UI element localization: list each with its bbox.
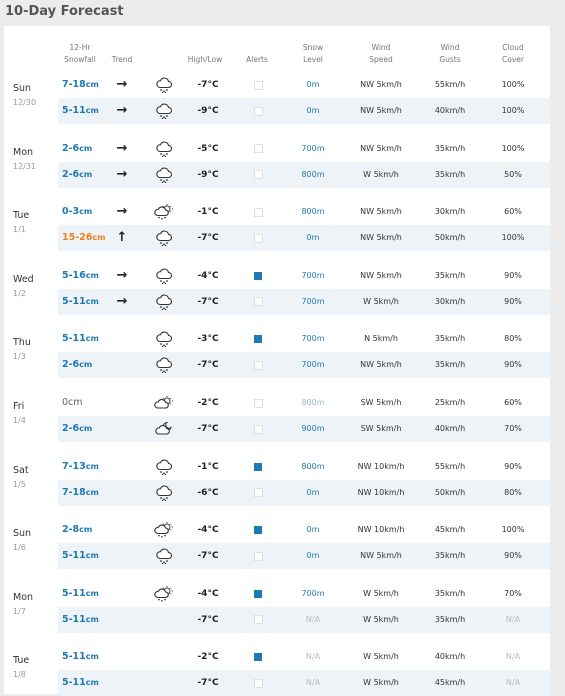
snowfall-range: 15-26	[62, 232, 93, 244]
weather-snow-icon	[154, 454, 174, 480]
snowfall-value	[62, 225, 105, 251]
snowfall-unit: cm	[79, 143, 93, 153]
temperature: -7°C	[197, 678, 219, 689]
snowfall-range: 5-11	[62, 651, 86, 663]
temperature: -9°C	[197, 169, 219, 180]
snowfall-range: 5-11	[62, 105, 86, 116]
snowfall-range: 2-6	[62, 359, 80, 371]
wind-gusts: 40km/h	[434, 652, 466, 662]
wind-speed: NW 5km/h	[360, 360, 402, 370]
snowfall-range: 7-18	[62, 486, 86, 498]
weather-snow-icon	[154, 225, 174, 251]
alert-marker	[254, 463, 262, 471]
day-date: 1/3	[13, 352, 26, 362]
snowfall-unit: cm	[85, 614, 99, 624]
day-label: Fri	[13, 401, 25, 412]
snowfall-range: 2-6	[62, 142, 80, 154]
wind-speed: NW 5km/h	[360, 233, 402, 243]
snow-level: 700m	[301, 296, 325, 306]
snow-level: 0m	[306, 233, 320, 243]
snowfall-unit: cm	[85, 461, 99, 471]
snowfall-value	[62, 390, 83, 416]
header-high-low: High/Low	[187, 55, 223, 64]
alert-checkbox[interactable]	[253, 136, 263, 162]
snowfall-value	[62, 543, 99, 569]
weather-snow-icon	[154, 98, 174, 124]
wind-speed: NW 5km/h	[360, 106, 402, 115]
forecast-row	[58, 454, 550, 480]
day-date: 1/7	[13, 606, 26, 616]
forecast-row	[58, 517, 550, 543]
weather-snow-icon	[154, 136, 174, 162]
alert-marker	[254, 526, 262, 534]
snowfall-range: 5-11	[62, 295, 86, 307]
wind-gusts: 35km/h	[434, 334, 466, 344]
alert-checkbox[interactable]	[253, 162, 263, 188]
alert-checkbox[interactable]	[253, 670, 263, 696]
forecast-row	[58, 263, 550, 289]
forecast-row	[58, 136, 550, 162]
header-alerts: Alerts	[246, 55, 268, 64]
snowfall-unit: cm	[85, 270, 99, 280]
wind-gusts: 55km/h	[434, 80, 466, 89]
weather-moon-cloud-icon	[154, 416, 174, 442]
temperature: -9°C	[197, 106, 219, 116]
snowfall-value	[62, 199, 92, 225]
forecast-row	[58, 289, 550, 315]
weather-snow-icon	[154, 352, 174, 378]
wind-speed: NW 10km/h	[357, 487, 405, 497]
alert-box	[254, 144, 263, 153]
snow-level: 0m	[306, 80, 320, 89]
snow-level: 800m	[301, 461, 325, 471]
snowfall-unit: cm	[85, 296, 99, 306]
wind-speed: W 5km/h	[363, 588, 399, 598]
alert-checkbox[interactable]	[253, 352, 263, 378]
cloud-cover: 90%	[504, 461, 522, 471]
wind-speed: W 5km/h	[363, 169, 399, 179]
wind-speed: N 5km/h	[364, 334, 398, 344]
wind-gusts: 30km/h	[434, 207, 466, 217]
alert-box	[254, 679, 263, 688]
trend-arrow-right-icon: →	[116, 204, 128, 220]
snowfall-range: 7-13	[62, 460, 86, 472]
wind-speed: SW 5km/h	[360, 424, 402, 433]
temperature: -1°C	[197, 461, 219, 472]
day-label: Thu	[13, 337, 31, 349]
alert-box	[254, 361, 263, 370]
weather-snow-icon	[154, 162, 174, 188]
weather-snow-icon	[154, 543, 174, 569]
snow-level: 900m	[301, 424, 325, 433]
cloud-cover: 50%	[504, 169, 522, 179]
snow-level: 800m	[301, 169, 325, 179]
snow-level: 700m	[301, 588, 325, 598]
snow-level: N/A	[305, 678, 321, 688]
wind-gusts: 50km/h	[434, 233, 466, 243]
temperature: -2°C	[197, 398, 219, 408]
wind-gusts: 45km/h	[434, 678, 466, 688]
alert-checkbox[interactable]	[253, 289, 263, 315]
alert-box	[254, 208, 263, 217]
snowfall-range: 5-11	[62, 613, 86, 625]
forecast-row	[58, 644, 550, 670]
temperature: -6°C	[197, 487, 219, 498]
alert-indicator[interactable]	[253, 263, 263, 289]
cloud-cover: 60%	[504, 207, 522, 217]
alert-indicator[interactable]	[253, 454, 263, 480]
snowfall-value	[62, 263, 99, 289]
alert-checkbox[interactable]	[253, 72, 263, 98]
cloud-cover: 70%	[504, 588, 522, 598]
alert-indicator[interactable]	[253, 517, 263, 543]
temperature: -7°C	[197, 360, 219, 371]
snowfall-unit: cm	[79, 424, 93, 433]
forecast-row	[58, 670, 550, 696]
forecast-row	[58, 543, 550, 569]
trend-arrow-right-icon: →	[116, 103, 128, 118]
snow-level: N/A	[305, 614, 321, 624]
wind-gusts: 35km/h	[434, 143, 466, 153]
snowfall-unit: cm	[79, 169, 93, 179]
forecast-table	[4, 26, 550, 694]
day-label: Sun	[13, 83, 32, 94]
weather-sun-cloud-icon	[154, 390, 174, 416]
header-trend: Trend	[111, 55, 133, 64]
temperature: -4°C	[197, 525, 219, 536]
temperature: -4°C	[197, 270, 219, 281]
snowfall-value	[62, 326, 99, 352]
header-cloud-cover: Cloud Cover	[502, 43, 524, 64]
snowfall-range: 5-11	[62, 587, 86, 599]
snowfall-value	[62, 162, 92, 188]
temperature: -7°C	[197, 614, 219, 625]
snowfall-range: 5-11	[62, 333, 86, 345]
snow-level: 700m	[301, 143, 325, 153]
alert-box	[254, 297, 263, 306]
alert-checkbox[interactable]	[253, 390, 263, 416]
cloud-cover: 90%	[504, 551, 522, 561]
wind-gusts: 35km/h	[434, 270, 466, 280]
wind-gusts: 35km/h	[434, 614, 466, 624]
snowfall-value	[62, 289, 99, 315]
trend-arrow-right-icon: →	[116, 77, 128, 92]
snowfall-range: 0	[62, 397, 69, 408]
cloud-cover: 100%	[501, 80, 525, 89]
snowfall-range: 2-6	[62, 168, 80, 180]
wind-speed: NW 5km/h	[360, 551, 402, 561]
snow-level: 0m	[306, 487, 320, 497]
alert-box	[254, 552, 263, 561]
snowfall-unit: cm	[85, 588, 99, 598]
snow-level: 800m	[301, 207, 325, 217]
snowfall-range: 2-8	[62, 524, 80, 536]
forecast-row	[58, 352, 550, 378]
wind-speed: NW 5km/h	[360, 143, 402, 153]
day-date: 1/8	[13, 670, 26, 680]
snowfall-unit: cm	[85, 106, 99, 115]
snowfall-range: 7-18	[62, 79, 86, 90]
alert-checkbox[interactable]	[253, 199, 263, 225]
temperature: -1°C	[197, 207, 219, 218]
alert-checkbox[interactable]	[253, 543, 263, 569]
weather-snow-icon	[154, 326, 174, 352]
wind-speed: NW 5km/h	[360, 270, 402, 280]
snow-level: 700m	[301, 334, 325, 344]
wind-gusts: 35km/h	[434, 588, 466, 598]
snowfall-unit: cm	[85, 551, 99, 561]
snowfall-range: 5-11	[62, 677, 86, 689]
alert-box	[254, 488, 263, 497]
snowfall-unit: cm	[79, 525, 93, 535]
wind-gusts: 45km/h	[434, 525, 466, 535]
day-label: Wed	[13, 273, 34, 285]
forecast-row	[58, 480, 550, 506]
cloud-cover: 90%	[504, 270, 522, 280]
day-label: Mon	[13, 146, 34, 158]
wind-speed: SW 5km/h	[360, 398, 402, 407]
snow-level: 700m	[301, 360, 325, 370]
header-wind-speed: Wind Speed	[369, 43, 393, 64]
forecast-row	[58, 162, 550, 188]
wind-speed: NW 10km/h	[357, 461, 405, 471]
cloud-cover: 100%	[501, 525, 525, 535]
alert-box	[254, 170, 263, 179]
alert-checkbox[interactable]	[253, 480, 263, 506]
wind-speed: W 5km/h	[363, 678, 399, 688]
wind-speed: NW 5km/h	[360, 80, 402, 89]
snow-level: 800m	[301, 398, 325, 407]
cloud-cover: 60%	[504, 398, 522, 407]
wind-gusts: 40km/h	[434, 106, 466, 115]
forecast-row	[58, 199, 550, 225]
weather-snow-icon	[154, 72, 174, 98]
temperature: -3°C	[197, 334, 219, 345]
day-date: 1/4	[13, 416, 26, 425]
cloud-cover: N/A	[505, 614, 521, 624]
snow-level: 700m	[301, 270, 325, 280]
forecast-row	[58, 225, 550, 251]
temperature: -7°C	[197, 551, 219, 562]
wind-gusts: 35km/h	[434, 169, 466, 179]
header-wind-gusts: Wind Gusts	[439, 43, 461, 64]
cloud-cover: 70%	[504, 424, 522, 433]
snowfall-unit: cm	[85, 334, 99, 344]
trend-arrow-right-icon: →	[116, 267, 128, 283]
page-title: 10-Day Forecast	[5, 4, 124, 19]
trend-arrow-up-icon: ↑	[116, 230, 128, 246]
alert-box	[254, 615, 263, 624]
cloud-cover: 90%	[504, 296, 522, 306]
alert-indicator[interactable]	[253, 644, 263, 670]
cloud-cover: N/A	[505, 652, 521, 662]
temperature: -5°C	[197, 143, 219, 154]
temperature: -7°C	[197, 80, 219, 90]
weather-snow-icon	[154, 480, 174, 506]
forecast-row	[58, 607, 550, 633]
forecast-row	[58, 326, 550, 352]
alert-marker	[254, 653, 262, 661]
wind-gusts: 35km/h	[434, 551, 466, 561]
alert-box	[254, 234, 263, 243]
snow-level: 0m	[306, 551, 320, 561]
snowfall-value	[62, 607, 99, 633]
wind-gusts: 55km/h	[434, 461, 466, 471]
snowfall-unit: cm	[92, 233, 106, 243]
header-snow-level: Snow Level	[302, 43, 324, 64]
wind-gusts: 35km/h	[434, 360, 466, 370]
wind-gusts: 50km/h	[434, 487, 466, 497]
snowfall-value	[62, 136, 92, 162]
cloud-cover: 100%	[501, 143, 525, 153]
snowfall-value	[62, 454, 99, 480]
wind-speed: NW 5km/h	[360, 207, 402, 217]
alert-checkbox[interactable]	[253, 98, 263, 124]
snowfall-unit: cm	[79, 360, 93, 370]
alert-checkbox[interactable]	[253, 225, 263, 251]
snowfall-unit: cm	[85, 80, 99, 89]
alert-box	[254, 425, 263, 434]
alert-checkbox[interactable]	[253, 607, 263, 633]
weather-snow-icon	[154, 289, 174, 315]
snowfall-range: 2-6	[62, 423, 80, 434]
snowfall-value	[62, 644, 99, 670]
forecast-row	[58, 72, 550, 98]
day-label: Tue	[13, 655, 30, 667]
snowfall-unit: cm	[85, 678, 99, 688]
wind-gusts: 25km/h	[434, 398, 466, 407]
wind-gusts: 30km/h	[434, 296, 466, 306]
snowfall-range: 5-11	[62, 550, 86, 562]
snowfall-value	[62, 416, 92, 442]
day-date: 1/6	[13, 543, 26, 553]
cloud-cover: 100%	[501, 233, 525, 243]
alert-indicator[interactable]	[253, 326, 263, 352]
day-label: Mon	[13, 591, 34, 603]
alert-box	[254, 81, 263, 90]
day-date: 1/2	[13, 288, 26, 298]
header-snowfall: 12-Hr Snowfall	[64, 43, 96, 64]
alert-box	[254, 399, 263, 408]
weather-sun-snow-icon	[154, 581, 174, 607]
day-label: Sun	[13, 528, 32, 540]
weather-sun-snow-icon	[154, 517, 174, 543]
snowfall-value	[62, 480, 99, 506]
weather-sun-snow-icon	[154, 199, 174, 225]
alert-marker	[254, 272, 262, 280]
cloud-cover: 100%	[501, 106, 525, 115]
forecast-row	[58, 416, 550, 442]
snow-level: 0m	[306, 106, 320, 115]
temperature: -7°C	[197, 296, 219, 307]
alert-marker	[254, 590, 262, 598]
snowfall-value	[62, 581, 99, 607]
alert-checkbox[interactable]	[253, 416, 263, 442]
day-date: 1/1	[13, 225, 26, 235]
snowfall-unit: cm	[85, 487, 99, 497]
cloud-cover: 90%	[504, 360, 522, 370]
snowfall-unit: cm	[68, 397, 83, 408]
day-date: 12/30	[13, 98, 37, 107]
temperature: -7°C	[197, 424, 219, 434]
wind-speed: W 5km/h	[363, 296, 399, 306]
snowfall-value	[62, 98, 99, 124]
snowfall-value	[62, 670, 99, 696]
wind-speed: W 5km/h	[363, 614, 399, 624]
snowfall-range: 5-16	[62, 269, 86, 281]
forecast-row	[58, 581, 550, 607]
forecast-row	[58, 390, 550, 416]
wind-speed: W 5km/h	[363, 652, 399, 662]
snowfall-value	[62, 352, 92, 378]
snowfall-value	[62, 517, 92, 543]
snowfall-unit: cm	[79, 207, 93, 217]
day-date: 1/5	[13, 479, 26, 489]
snowfall-range: 0-3	[62, 206, 80, 218]
alert-indicator[interactable]	[253, 581, 263, 607]
alert-box	[254, 107, 263, 116]
trend-arrow-right-icon: →	[116, 140, 128, 156]
snow-level: N/A	[305, 652, 321, 662]
cloud-cover: N/A	[505, 678, 521, 688]
forecast-row	[58, 98, 550, 124]
day-label: Tue	[13, 210, 30, 222]
snowfall-unit: cm	[85, 652, 99, 662]
wind-speed: NW 10km/h	[357, 525, 405, 535]
snowfall-value	[62, 72, 99, 98]
day-date: 12/31	[13, 161, 37, 171]
snow-level: 0m	[306, 525, 320, 535]
alert-marker	[254, 335, 262, 343]
temperature: -7°C	[197, 233, 219, 244]
weather-snow-icon	[154, 263, 174, 289]
temperature: -4°C	[197, 588, 219, 599]
trend-arrow-right-icon: →	[116, 293, 128, 309]
cloud-cover: 80%	[504, 487, 522, 497]
wind-gusts: 40km/h	[434, 424, 466, 433]
temperature: -2°C	[197, 652, 219, 663]
day-label: Sat	[13, 464, 29, 476]
trend-arrow-right-icon: →	[116, 166, 128, 182]
cloud-cover: 80%	[504, 334, 522, 344]
